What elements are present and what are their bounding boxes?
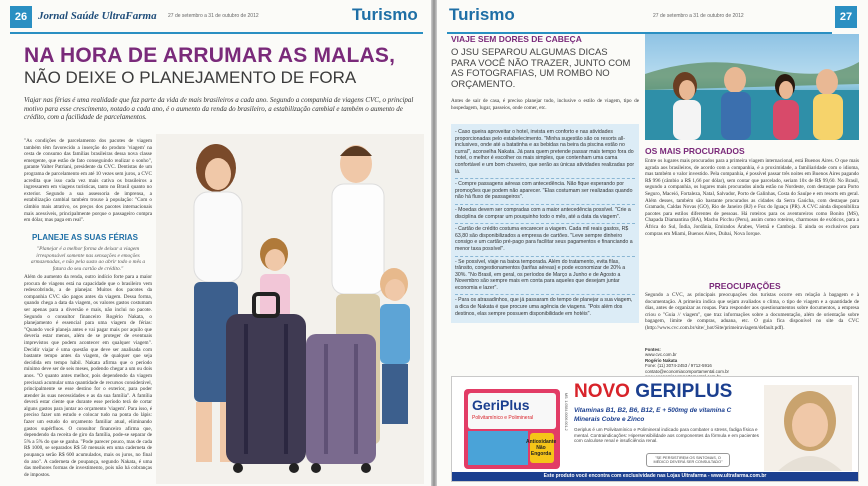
tip-item: - Moedas devem ser compradas com a maior antecedência possível. "Crie a disciplina de comprar um pouquinho todo o mês, até a data da viagem". [455,205,635,224]
ad-title-brand: GERIPLUS [635,381,733,402]
left-page [0,0,431,486]
body-column-preocupacoes: Segundo a CVC, as principais preocupações dos turistas ocorre em relação à bagagem e à documentação. A primeira indica que sejam avaliados o clima, o tipo de viagem e a quantidade de dias, antes de organizar as roupas. Para responder aos questionamentos sobre documentos, a empresa criou o "Guia // viagem", que traz informações sobre a documentação, além de orientação sobre bagagem, limite de compras, aduana, etc. O guia fica disponível no site da CVC (http://www.cvc.com.br/site/_hot/Site/primeiraviagem/default.pdf). [645,292,859,331]
product-box-sub: Polivitamínico e Polimineral [472,415,534,421]
beach-family-illustration [645,34,859,140]
product-box-image [460,383,570,475]
page-number-left: 26 [10,6,32,28]
subhead-preocupacoes: PREOCUPAÇÕES [709,281,781,291]
credits-fontes-label: Fontes: [645,347,661,352]
sources-credits [645,347,735,379]
pull-quote: "Planejar é a melhor forma de deixar a viagem irresponsável somente nas sensações e emoções armazenadas, e não pela susto ao abrir todo o mês a fatura do seu cartão de crédito." [30,246,146,272]
date-left: 27 de setembro a 31 de outubro de 2012 [168,13,259,19]
right-header [437,6,868,28]
section-title-left: Turismo [352,5,418,24]
body-column-1: "As condições de parcelamento dos pacotes de viagem também têm favorecido a inserção do produto 'viagem' na cesta de consumo das famílias brasileiras dessa nova classe emergente, que estão de fato conseguindo realizar o sonho", garante Valter Patriani, presidente da CVC. Dentistas de um programa de parcelamento em até 10 vezes sem juros, a CVC acredita que isso cada vez mais cativa os brasileiros a ingressarem em viagens turísticas, tanto no Brasil quanto no exterior. Segundo a sua assessoria de imprensa, a estabilização cambial também trouxe à população: "Com o câmbio mais atrativo, os preços dos pacotes internacionais mais acessíveis, principalmente porque o passageiro compra em dólar, mas paga em real". [24,138,152,224]
product-box-name: GeriPlus [472,397,530,413]
headline-line1: NA HORA DE ARRUMAR AS MALAS, [24,44,396,67]
credits-rogerio-email: contato@economiacomportamental.com.br [645,368,730,374]
credits-rogerio-phone: Fone: (11) 3074-2453 / 9712-5916 [645,363,712,369]
ad-vitamins-line: Vitaminas B1, B2, B6, B12, E + 500mg de vitamina C [574,407,732,414]
ad-minerals-line: Minerais Cobre e Zinco [574,416,645,423]
product-registration: MS: 1.0584.0006.001-2 [564,393,568,431]
tips-intro: Antes de sair de casa, é preciso planejar tudo, inclusive o estilo de viagem, tipo de hospedagem, lugar, passeios, onde comer, etc. [451,98,639,111]
date-right: 27 de setembro a 31 de outubro de 2012 [653,13,744,19]
tip-item: - Caso queira aproveitar o hotel, invista em conforto e nas atividades proporcionadas pelo estabelecimento. "Minha sugestão são os resorts all-inclusives, onde até a batatinha e as bebidas na beira da piscina estão no curral", aconselha Nakata. Já para quem pretende passar mais tempo fora do hotel, o melhor é escolher os mais simples, que contenham uma cama confortável e um bom chuveiro, que serão as únicas atividades realizadas por lá. [455,127,635,179]
ad-woman-illustration [764,385,852,471]
header-rule-left [10,32,423,34]
product-box-badge: Antioxidante Não Engorda [526,439,557,457]
tips-list [451,124,639,323]
masthead-left: Jornal Saúde UltraFarma [38,10,157,22]
ad-title-novo: NOVO [574,381,630,402]
lede-paragraph: Viajar nas férias é uma realidade que faz parte da vida de mais brasileiros a cada ano. Segundo a companhia de viagens CVC, o principal motivo para esse crescimento, notado a cada ano, é o aumento da renda do brasileiro, a estabilização cambial e também o aumento de crédito, com a facilidade de parcelamentos. [24,96,414,122]
tip-item: - Cartão de crédito costuma encarecer a viagem. Cada mil reais gastos, R$ 63,80 são disponibilizados a empresa de cartões. "Leve sempre dinheiro consigo e um cartão pré-pago para facilitar seus pagamentos e financiando a menor taxa possível". [455,224,635,256]
section-title-right: Turismo [449,5,515,24]
credits-rogerio-label: Rogério Nakata [645,357,678,363]
credits-fontes: www.cvc.com.br [645,352,677,358]
left-header [0,6,431,28]
body-column-procurados: Entre os lugares mais procurados para a primeira viagem internacional, está Buenos Aires. O que mais agrada aos brasileiros, de acordo com a companhia, é a proximidade, a familiaridade com o idioma, mas também o valor investido. Pela companhia, é possível passar três noites em Buenos Aires pagando R$ 996 (câmbio a R$ 1,66 por dólar), sem contar que parcelado, seriam 10x de R$ 99,60. No Brasil, segundo a companhia, os lugares mais procurados ainda estão no Nordeste, com destaque para Porto Seguro, Maceió, Fortaleza, Natal, Salvador, Porto de Galinhas, Costa do Sauípe e em resorts em geral. Além desses, também são bastante procurados as cidades da Serra Gaúcha, com destaque para Gramado, Caldas Novas (GO), Rio de Janeiro (RJ) e Foz do Iguaçu (PR). A CVC ainda disponibiliza pacotes para estilos diferentes de pessoas. Há roteiros para os aventureiros como Bonito (MS), Chapada Diamantina (BA), Machu Picchu (Peru), assim como roteiros, charmosos de exóticos, para a África do Sul, Índia, Jordânia, Emirados Árabes, Vietnã e Camboja. E ainda os exclusivos para compras em Miami, Buenos Aires, Dubai, Nova Iorque. [645,158,859,237]
ad-title [574,381,732,403]
ad-footer: Este produto você encontra com exclusividade nas Lojas Ultrafarma - www.ultrafarma.com.br [452,472,858,481]
subhead-procurados: OS MAIS PROCURADOS [645,146,745,156]
family-luggage-photo [156,134,424,484]
subhead-planeje: PLANEJE AS SUAS FÉRIAS [32,233,138,242]
ad-description: Geriplus é um Polivitamínico e Polimineral indicado para combater o stress, fadiga física e mental. Contraindicações: Hipersensibilidade aos componentes da fórmula e em pacientes com calculose renal e insuficiência renal. [574,427,759,444]
page-number-right: 27 [835,6,857,28]
ad-woman-photo [764,385,852,471]
tips-box-heading: VIAJE SEM DORES DE CABEÇA [451,34,582,44]
tip-item: - Para os atrasadinhos, que já passaram do tempo de planejar a sua viagem, a dica de Nakata é que procure uma agência de viagens. "Pois além dos destinos, elas sempre possuem disponibilidade em hotéis". [455,297,633,317]
tip-item: - Compre passagens aéreas com antecedência. Não fique esperando por promoções que podem não aparecer. "Elas costumam ser realizadas quando não há fluxo de passageiros". [455,179,635,205]
headline-line2: NÃO DEIXE O PLANEJAMENTO DE FORA [24,68,357,87]
ad-warning-seal: "SE PERSISTIREM OS SINTOMAS, O MÉDICO DEVERÁ SER CONSULTADO" [646,453,730,467]
beach-family-photo [645,34,859,140]
geriplus-advertisement [451,376,859,482]
body-column-1b: Além do aumento da renda, outro indício forte para a maior procura de viagens está na capacidade que o brasileiro vem redescobrindo, a de planejar. Muitos dos pacotes da companhia CVC são pagos antes da viagem. Dessa forma, quando chega a data da viagem, os valores gastos costumam ser apenas para a diversão e mais, não inclui no pacote. Segundo o consultor financeiro Rogério Nakata, o planejamento é essencial para uma viagem de férias: "Quando você planeja antes e vai pagar mais por aquilo que deveria estar menos, além de se proteger de eventuais imprevistos que podem acontecer em qualquer viagem". Decidir viajar é uma questão que deve ser analisada com bastante tempo antes da viagem, de qualquer que seja decidida em tempo hábil. Nakata afirma que o período mínimo deve ser de seis meses, podendo chegar a um ou dois anos. "O quanto antes melhor, pois dependendo da viagem precisará acumular uma quantidade de recursos considerável, principalmente se esse destino for o exterior, para poder atender às suas necessidades e as da sua família". A família deverá estar ciente que durante esse período terá de cortar alguns gastos para juntar ao orçamento 'viagem'. Para isso, é preciso fazer um estudo e colocar tudo na ponta do lápis: fazer um estudo do orçamento familiar atual, eliminando gastos supérfluos. O consultor financeiro afirma que, dependendo da receita de giro da família, pode-se separar de 5% a 5% do que se ganha. "Pode parecer pouco, mas de cada R$ 1000, se separados R$ 50 mensais em uma caderneta de poupança serão R$ 600 acumulados, mais os juros, no final do ano". A caderneta de poupança, segundo Nakata, é uma das melhores formas de investimento, pois não há cobranças de impostos. [24,274,152,478]
tips-box-subheading: O JSU SEPAROU ALGUMAS DICAS PARA VOCÊ NÃO TRAZER, JUNTO COM AS FOTOGRAFIAS, UM ROMBO NO ORÇAMENTO. [451,47,631,90]
tip-item: - Se possível, viaje na baixa temporada. Além do tratamento, evita filas, trânsito, congestionamentos (tarifas aéreas) e pode economizar de 20% a 30%. "No Brasil, em geral, os períodos de Março a Junho e de Agosto a Novembro são sempre mais em conta para aqueles que desejam juntar economia e lazer". [455,257,635,296]
right-page [437,0,868,486]
family-luggage-illustration [156,134,424,484]
